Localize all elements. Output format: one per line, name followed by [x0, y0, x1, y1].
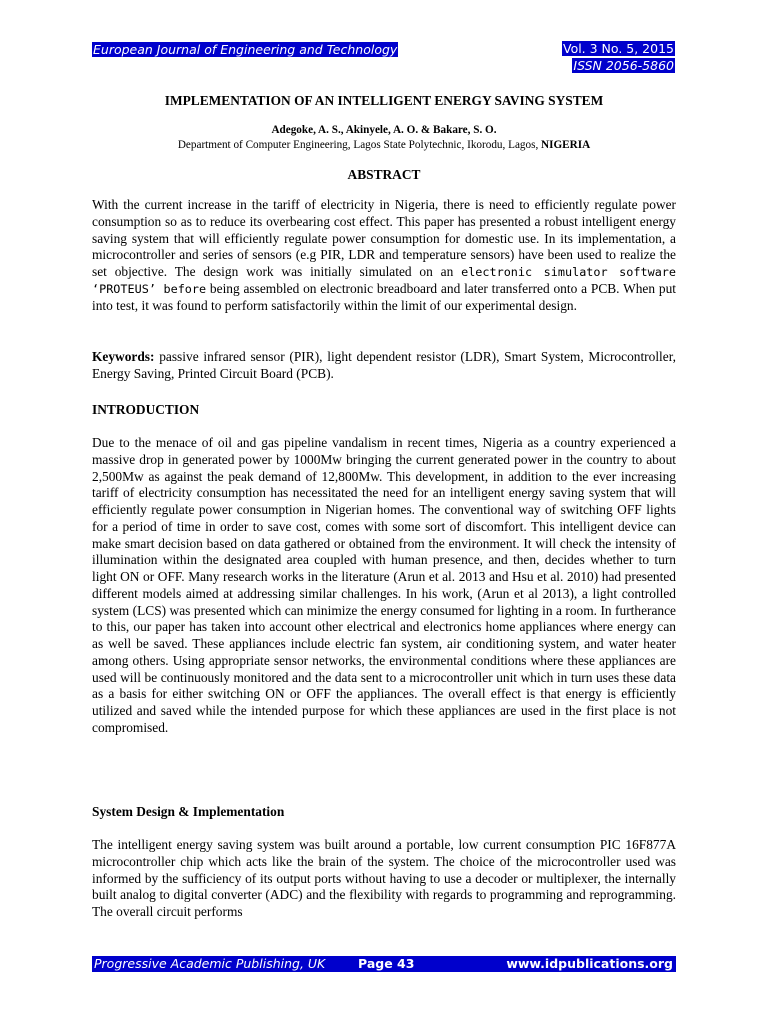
footer-website-link[interactable]: www.idpublications.org [506, 956, 673, 971]
system-design-body: The intelligent energy saving system was built around a portable, low current consumption PIC 16F877A microcontroller chip which acts like the brain of the system. The choice of the microcontroller used was informed by the sufficiency of its output ports without having to use a decoder or multiplexer, the internally built analog to digital converter (ADC) and the flexibility with regards to programming and reprogramming. The overall circuit performs [92, 837, 676, 919]
abstract-text-part2: being assembled on electronic breadboard and later transferred onto a PCB. When put into test, it was found to perform satisfactorily within the limit of our experimental design. [92, 280, 676, 313]
introduction-body: Due to the menace of oil and gas pipeline vandalism in recent times, Nigeria as a country experienced a massive drop in generated power by 1000Mw bringing the current generated power in the country to about 2,500Mw as against the peak demand of 12,800Mw. This development, in addition to the ever increasing tariff of electricity consumption has necessitated the need for an intelligent energy saving system that will efficiently regulate power consumption in Nigerian homes. The conventional way of switching OFF lights for a period of time in order to save cost, comes with some sort of discomfort. This intelligent device can make smart decision based on data gathered or obtained from the environment. It will check the intensity of illumination within the designated area coupled with human presence, and then, decides whether to turn light ON or OFF. Many research works in the literature (Arun et al. 2013 and Hsu et al. 2010) had presented different models aimed at addressing similar challenges. In his work, (Arun et al 2013), a light controlled system (LCS) was presented which can minimize the energy consumed for lighting in a room. In furtherance to this, our paper has taken into account other electrical and electronics home appliances where energy can as well be saved. These appliances include electric fan system, air conditioning system, and water heater among others. Using appropriate sensor networks, the environmental conditions where these appliances are used will be continuously monitored and the data sent to a microcontroller unit which in turn uses these data as a basis for either switching ON or OFF the appliances. The overall effect is that energy is efficiently utilized and saved while the intended purpose for which these appliances are used in the first place is not compromised. [92, 435, 676, 735]
abstract-body [92, 197, 676, 314]
volume-info: Vol. 3 No. 5, 2015 [562, 41, 674, 56]
introduction-heading: INTRODUCTION [92, 402, 200, 417]
journal-name: European Journal of Engineering and Technology [93, 42, 398, 57]
affiliation-department: Department of Computer Engineering, Lagos State Polytechnic, Ikorodu, Lagos, [177, 139, 542, 151]
footer-page-number: Page 43 [358, 956, 415, 971]
paper-title: IMPLEMENTATION OF AN INTELLIGENT ENERGY SAVING SYSTEM [164, 93, 604, 108]
keywords-label: Keywords: [92, 349, 155, 364]
footer-publisher: Progressive Academic Publishing, UK [94, 956, 326, 971]
system-design-heading: System Design & Implementation [92, 804, 285, 819]
affiliation [92, 138, 676, 152]
abstract-heading: ABSTRACT [347, 167, 421, 182]
keywords [92, 349, 676, 383]
author-list: Adegoke, A. S., Akinyele, A. O. & Bakare, S. O. [271, 124, 497, 136]
issn: ISSN 2056-5860 [573, 58, 674, 73]
abstract-text-mono: electronic simulator software ‘PROTEUS’ before [92, 265, 676, 296]
keywords-text: passive infrared sensor (PIR), light dependent resistor (LDR), Smart System, Microcontroller, Energy Saving, Printed Circuit Board (PCB). [92, 349, 676, 381]
abstract-text-part1: With the current increase in the tariff of electricity in Nigeria, there is need to efficiently regulate power consumption so as to reduce its overbearing cost effect. This paper has presented a robust intelligent energy saving system that will efficiently regulate power consumption for domestic use. In its implementation, a microcontroller and series of sensors (e.g PIR, LDR and temperature sensors) have been used to realize the set objective. The design work was initially simulated on an [92, 197, 676, 279]
affiliation-country: NIGERIA [541, 139, 591, 151]
